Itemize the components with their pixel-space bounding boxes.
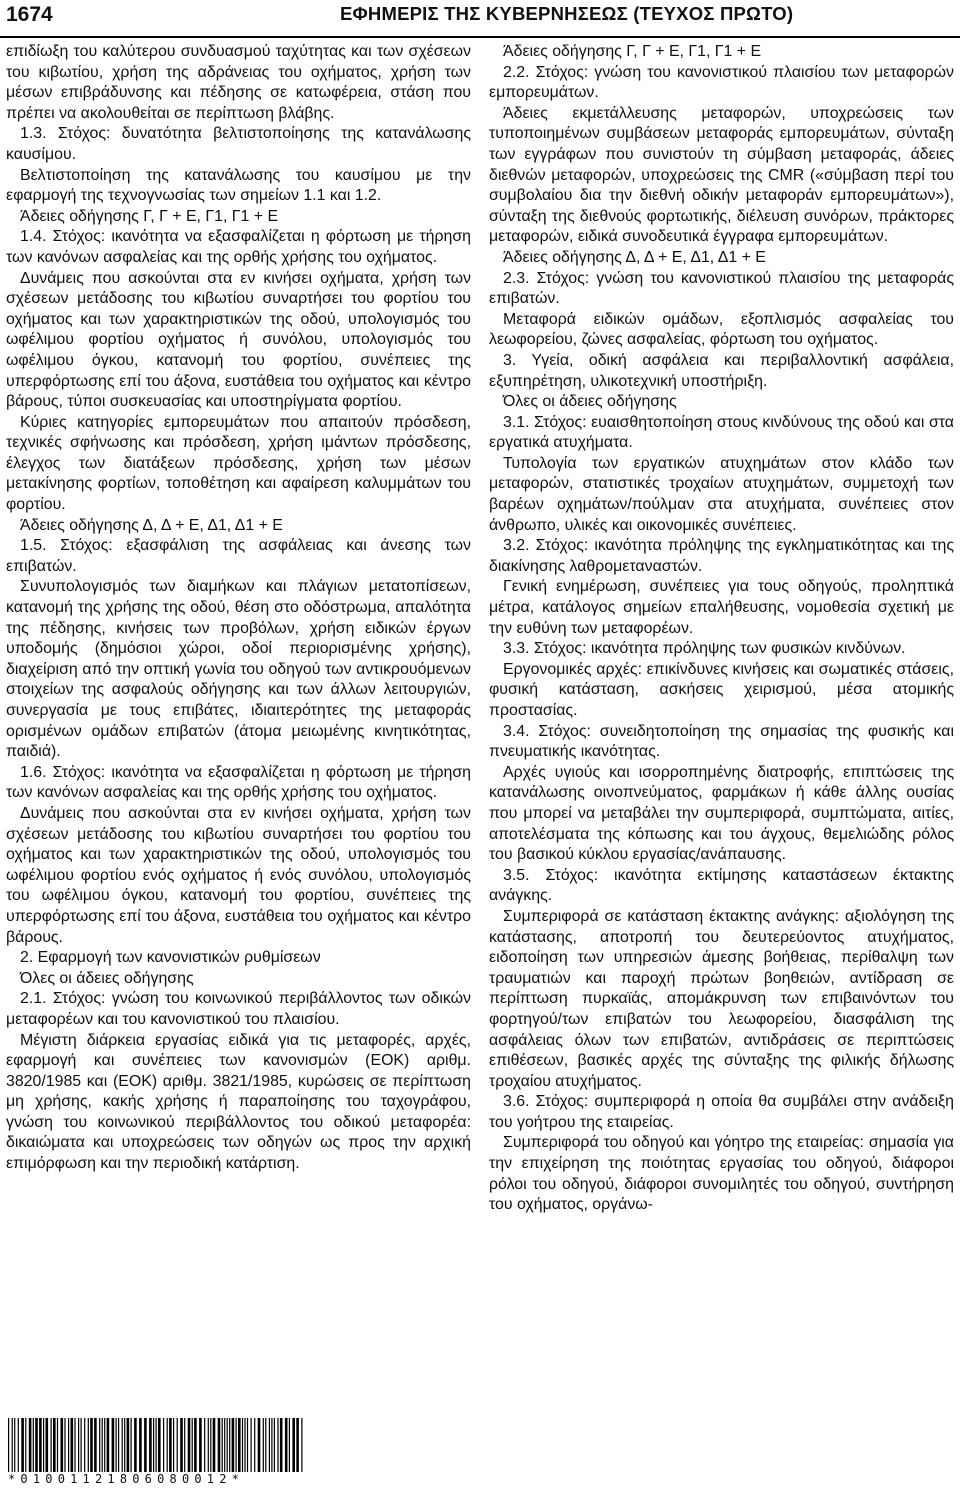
barcode-bar <box>265 1418 266 1472</box>
barcode-bar <box>277 1418 278 1472</box>
barcode-bar <box>46 1418 49 1472</box>
paragraph: Άδειες οδήγησης Δ, Δ + Ε, Δ1, Δ1 + Ε <box>20 516 283 534</box>
barcode-bar <box>244 1418 245 1472</box>
barcode-bar <box>269 1418 270 1472</box>
barcode-bar <box>192 1418 193 1472</box>
barcode-bar <box>204 1418 205 1472</box>
barcode-bar <box>102 1418 103 1472</box>
barcode-bar <box>131 1418 132 1472</box>
paragraph: 3.6. Στόχος: συμπεριφορά η οποία θα συμβάλει στην ανάδειξη του γοήτρου της εταιρείας. <box>489 1093 954 1131</box>
barcode-bar <box>99 1418 100 1472</box>
barcode-bar <box>177 1418 178 1472</box>
paragraph: 2.1. Στόχος: γνώση του κοινωνικού περιβάλλοντος των οδικών μεταφορέων και του κανονιστικού του πλαισίου. <box>6 990 471 1028</box>
barcode-bar <box>78 1418 79 1472</box>
barcode-bar <box>258 1418 261 1472</box>
paragraph: 2. Εφαρμογή των κανονιστικών ρυθμίσεων <box>20 949 321 967</box>
barcode-bar <box>149 1418 152 1472</box>
barcode-bar <box>173 1418 174 1472</box>
barcode-bar <box>222 1418 223 1472</box>
gazette-title: ΕΦΗΜΕΡΙΣ ΤΗΣ ΚΥΒΕΡΝΗΣΕΩΣ (ΤΕΥΧΟΣ ΠΡΩΤΟ) <box>340 3 794 24</box>
paragraph: Άδειες οδήγησης Γ, Γ + Ε, Γ1, Γ1 + Ε <box>503 43 762 60</box>
barcode-bar <box>88 1418 89 1472</box>
paragraph: Συμπεριφορά σε κατάσταση έκτακτης ανάγκης: αξιολόγηση της κατάστασης, αποτροπή του δευτερεύοντος ατυχήματος, ειδοποίηση των υπηρεσιών άμεσης βοήθειας, περίθαλψη των τραυματιών και παροχή πρώτων βοηθειών, αντίδραση σε περίπτωση πυρκαϊάς, απομάκρυνση των επιβαινόντων του φορτηγού/των επιβατών του λεωφορείου, διασφάλιση της ασφάλειας όλων των επιβατών, αντιδράσεις σε περιπτώσεις επιθέσεων, βασικές αρχές της σύνταξης της φιλικής δήλωσης τροχαίου ατυχήματος. <box>489 907 954 1090</box>
barcode-bar <box>184 1418 185 1472</box>
barcode-bar <box>57 1418 58 1472</box>
barcode-bar <box>271 1418 272 1472</box>
barcode-bar <box>8 1418 9 1472</box>
paragraph: επιδίωξη του καλύτερου συνδυασμού ταχύτητας και των σχέσεων του κιβωτίου, χρήση της αδράνειας του οχήματος, χρήση των μέσων επιβράδυνσης και πέδησης σε κατωφέρεια, στάση που πρέπει να ακολουθείται σε περίπτωση βλάβης. <box>6 43 471 122</box>
barcode-bar <box>213 1418 216 1472</box>
barcode-bar <box>90 1418 93 1472</box>
barcode-bar <box>156 1418 157 1472</box>
paragraph: Γενική ενημέρωση, συνέπειες για τους οδηγούς, προληπτικά μέτρα, κατάλογος σημείων επαλήθευσης, νομοθεσία σχετική με την ευθύνη των μεταφορέων. <box>489 578 954 637</box>
barcode-bar <box>232 1418 235 1472</box>
barcode-bar <box>122 1418 123 1472</box>
paragraph: Δυνάμεις που ασκούνται στα εν κινήσει οχήματα, χρήση των σχέσεων μετάδοσης του κιβωτίου συναρτήσει του φορτίου του οχήματος και των χαρακτηριστικών της οδού, υπολογισμός του ωφέλιμου φορτίου οχήματος ή συνόλου, υπολογισμός του ωφέλιμου όγκου, κατανομή του φορτίου, συνέπειες της υπερφόρτωσης επί του άξονα, ευστάθεια του οχήματος και κέντρο βάρους, τύποι συσκευασίας και υποστηρίγματα φορτίου. <box>6 269 471 411</box>
page-header <box>0 0 960 38</box>
barcode-bar <box>274 1418 275 1472</box>
paragraph: Μέγιστη διάρκεια εργασίας ειδικά για τις μεταφορές, αρχές, εφαρμογή και συνέπειες των κανονισμών (ΕΟΚ) αριθμ. 3820/1985 και (ΕΟΚ) αριθμ. 3821/1985, κυρώσεις σε περίπτωση μη χρήσης, κακής χρήσης ή παραποίησης του ταχογράφου, γνώση του κοινωνικού περιβάλλοντος του οδικού μεταφορέα: δικαιώματα και υποχρεώσεις των οδηγών ως προς την αρχική επιμόρφωση και την περιοδική κατάρτιση. <box>6 1031 471 1173</box>
barcode-bar <box>167 1418 168 1472</box>
barcode-bar <box>127 1418 130 1472</box>
paragraph: 1.5. Στόχος: εξασφάλιση της ασφάλειας και άνεσης των επιβατών. <box>6 537 471 575</box>
barcode-bar <box>229 1418 230 1472</box>
paragraph: 1.4. Στόχος: ικανότητα να εξασφαλίζεται η φόρτωση με τήρηση των κανόνων ασφαλείας και της ορθής χρήσης του οχήματος. <box>6 228 471 266</box>
paragraph: Αρχές υγιούς και ισορροπημένης διατροφής, επιπτώσεις της κατανάλωσης οινοπνεύματος, φαρμάκων ή κάθε άλλης ουσίας που μπορεί να μεταβάλει την συμπεριφορά, συμπτώματα, αιτίες, αποτελέσματα της κόπωσης και του άγχους, θεμελιώδης ρόλος του βασικού κύκλου εργασίας/ανάπαυσης. <box>489 763 954 864</box>
paragraph: 3.3. Στόχος: ικανότητα πρόληψης των φυσικών κινδύνων. <box>503 640 906 658</box>
barcode-bar <box>280 1418 283 1472</box>
barcode-bar <box>53 1418 56 1472</box>
barcode-bar <box>163 1418 164 1472</box>
barcode-bar <box>254 1418 255 1472</box>
barcode-bar <box>238 1418 241 1472</box>
paragraph: 3.4. Στόχος: συνειδητοποίηση της σημασίας της φυσικής και πνευματικής ικανότητας. <box>489 722 954 761</box>
paragraph: 2.2. Στόχος: γνώση του κανονιστικού πλαισίου των μεταφορών εμπορευμάτων. <box>489 63 954 102</box>
barcode-bar <box>139 1418 142 1472</box>
barcode-bar <box>227 1418 228 1472</box>
barcode-bar <box>35 1418 38 1472</box>
barcode-bar <box>84 1418 85 1472</box>
barcode-bar <box>104 1418 105 1472</box>
barcode-bar <box>61 1418 64 1472</box>
barcode-bar <box>180 1418 183 1472</box>
barcode-bar <box>94 1418 97 1472</box>
paragraph: Συμπεριφορά του οδηγού και γόητρο της εταιρείας: σημασία για την επιχείρηση της ποιότητας εργασίας του οδηγού, διάφοροι ρόλοι του οδηγού, διάφοροι συνομιλητές του οδηγού, συντήρηση του οχήματος, οργάνω- <box>489 1134 954 1214</box>
barcode-bar <box>14 1418 15 1472</box>
barcode-bar <box>194 1418 197 1472</box>
barcode-bar <box>116 1418 117 1472</box>
barcode-bar <box>218 1418 221 1472</box>
barcode-bars <box>8 1418 304 1472</box>
paragraph: Μεταφορά ειδικών ομάδων, εξοπλισμός ασφαλείας του λεωφορείου, ζώνες ασφαλείας, φόρτωση του οχήματος. <box>489 310 954 349</box>
paragraph: Τυπολογία των εργατικών ατυχημάτων στον κλάδο των μεταφορών, στατιστικές τροχαίων ατυχημάτων, συμμετοχή των βαρέων οχημάτων/πούλμαν στα ατυχήματα, συνέπειες στον άνθρωπο, υλικές και οικονομικές συνέπειες. <box>489 454 954 534</box>
barcode-bar <box>263 1418 264 1472</box>
paragraph: Άδειες οδήγησης Γ, Γ + Ε, Γ1, Γ1 + Ε <box>20 207 279 225</box>
barcode-bar <box>210 1418 211 1472</box>
barcode-bar <box>39 1418 42 1472</box>
paragraph: Άδειες οδήγησης Δ, Δ + Ε, Δ1, Δ1 + Ε <box>503 248 766 266</box>
barcode-bar <box>289 1418 290 1472</box>
barcode-bar <box>296 1418 299 1472</box>
barcode-bar <box>51 1418 52 1472</box>
paragraph: 3. Υγεία, οδική ασφάλεια και περιβαλλοντική ασφάλεια, εξυπηρέτηση, υλικοτεχνική υποστήριξη. <box>489 351 954 390</box>
barcode-digits: *01001121806080012* <box>8 1472 245 1486</box>
paragraph: Όλες οι άδειες οδήγησης <box>20 969 194 987</box>
paragraph: Εργονομικές αρχές: επικίνδυνες κινήσεις και σωματικές στάσεις, φυσική κατάσταση, ασκήσεις χειρισμού, μέσα ατομικής προστασίας. <box>489 660 954 719</box>
barcode-bar <box>251 1418 252 1472</box>
barcode-bar <box>29 1418 32 1472</box>
right-column <box>489 42 954 1216</box>
barcode-bar <box>144 1418 147 1472</box>
barcode-bar <box>18 1418 19 1472</box>
barcode-bar <box>188 1418 191 1472</box>
paragraph: Κύριες κατηγορίες εμπορευμάτων που απαιτούν πρόσδεση, τεχνικές σφήνωσης και πρόσδεση, χρήση ιμάντων πρόσδεσης, έλεγχος των διατάξεων πρόσδεσης, χρήση των μέσων μετακίνησης φορτίων, τοποθέτηση και αφαίρεση καλυμμάτων του φορτίου. <box>6 413 471 514</box>
barcode-bar <box>134 1418 137 1472</box>
barcode-bar <box>153 1418 154 1472</box>
page-number: 1674 <box>6 3 53 26</box>
barcode-bar <box>124 1418 125 1472</box>
paragraph: Βελτιστοποίηση της κατανάλωσης του καυσίμου με την εφαρμογή της τεχνογνωσίας των σημείων 1.1 και 1.2. <box>6 166 471 205</box>
paragraph: Όλες οι άδειες οδήγησης <box>503 393 677 411</box>
paragraph: Άδειες εκμετάλλευσης μεταφορών, υποχρεώσεις των τυποποιημένων συμβάσεων μεταφοράς εμπορευμάτων, σύνταξη των εγγράφων που συνιστούν τη σύμβαση μεταφοράς, άδειες διεθνών μεταφορών, υποχρεώσεις της CMR («σύμβαση περί του συμβολαίου δια την διεθνή οδικήν μεταφοράν εμπορευμάτων»), σύνταξη της διεθνούς φορτωτικής, διέλευση συνόρων, πράκτορες μεταφορών, ειδικά συνοδευτικά έγγραφα εμπορευμάτων. <box>489 104 954 246</box>
barcode-bar <box>224 1418 225 1472</box>
barcode-bar <box>247 1418 248 1472</box>
barcode-bar <box>301 1418 302 1472</box>
barcode-bar <box>285 1418 288 1472</box>
barcode-bar <box>68 1418 69 1472</box>
left-column <box>6 42 471 1175</box>
barcode-bar <box>118 1418 119 1472</box>
barcode-bar <box>112 1418 115 1472</box>
barcode-bar <box>21 1418 24 1472</box>
paragraph: 1.3. Στόχος: δυνατότητα βελτιστοποίησης της κατανάλωσης καυσίμου. <box>6 125 471 163</box>
barcode-bar <box>292 1418 295 1472</box>
paragraph: 3.1. Στόχος: ευαισθητοποίηση στους κινδύνους της οδού και στα εργατικά ατυχήματα. <box>489 413 954 452</box>
barcode-bar <box>242 1418 243 1472</box>
barcode <box>8 1418 304 1488</box>
barcode-bar <box>33 1418 34 1472</box>
barcode-bar <box>208 1418 209 1472</box>
paragraph: Δυνάμεις που ασκούνται στα εν κινήσει οχήματα, χρήση των σχέσεων μετάδοσης του κιβωτίου συναρτήσει του φορτίου του οχήματος και των χαρακτηριστικών της οδού, υπολογισμός του ωφέλιμου φορτίου ενός οχήματος ή ενός συνόλου, υπολογισμός του ωφέλιμου όγκου, κατανομή του φορτίου, συνέπειες της υπερφόρτωσης επί του άξονα, ευστάθεια του οχήματος και κέντρο βάρους. <box>6 804 471 946</box>
barcode-bar <box>81 1418 82 1472</box>
paragraph: 1.6. Στόχος: ικανότητα να εξασφαλίζεται η φόρτωση με τήρηση των κανόνων ασφαλείας και της ορθής χρήσης του οχήματος. <box>6 763 471 802</box>
barcode-bar <box>25 1418 26 1472</box>
barcode-bar <box>169 1418 172 1472</box>
barcode-bar <box>107 1418 110 1472</box>
barcode-bar <box>12 1418 13 1472</box>
barcode-bar <box>71 1418 74 1472</box>
barcode-bar <box>43 1418 44 1472</box>
paragraph: 3.2. Στόχος: ικανότητα πρόληψης της εγκληματικότητας και της διακίνησης λαθρομεταναστών. <box>489 537 954 575</box>
barcode-bar <box>158 1418 161 1472</box>
barcode-bar <box>199 1418 202 1472</box>
paragraph: 2.3. Στόχος: γνώση του κανονιστικού πλαισίου της μεταφοράς επιβατών. <box>489 269 954 308</box>
barcode-bar <box>64 1418 65 1472</box>
paragraph: Συνυπολογισμός των διαμήκων και πλάγιων μετατοπίσεων, κατανομή της χρήσης της οδού, θέση στο οδόστρωμα, απαλότητα της πέδησης, κινήσεις των προβόλων, χρήση ειδικών έργων υποδομής (δημόσιοι χώροι, οδοί περιορισμένης χρήσης), διαχείριση από την οπτική γωνία του οδηγού των αντικρουόμενων στοιχείων της ασφαλούς οδήγησης και των άλλων λειτουργιών, συνεργασία με τους επιβάτες, ιδιαιτερότητες της μεταφοράς ορισμένων ομάδων επιβατών (άτομα μειωμένης κινητικότητας, παιδιά). <box>6 578 471 761</box>
paragraph: 3.5. Στόχος: ικανότητα εκτίμησης καταστάσεων έκτακτης ανάγκης. <box>489 866 954 905</box>
barcode-bar <box>236 1418 237 1472</box>
barcode-bar <box>74 1418 75 1472</box>
